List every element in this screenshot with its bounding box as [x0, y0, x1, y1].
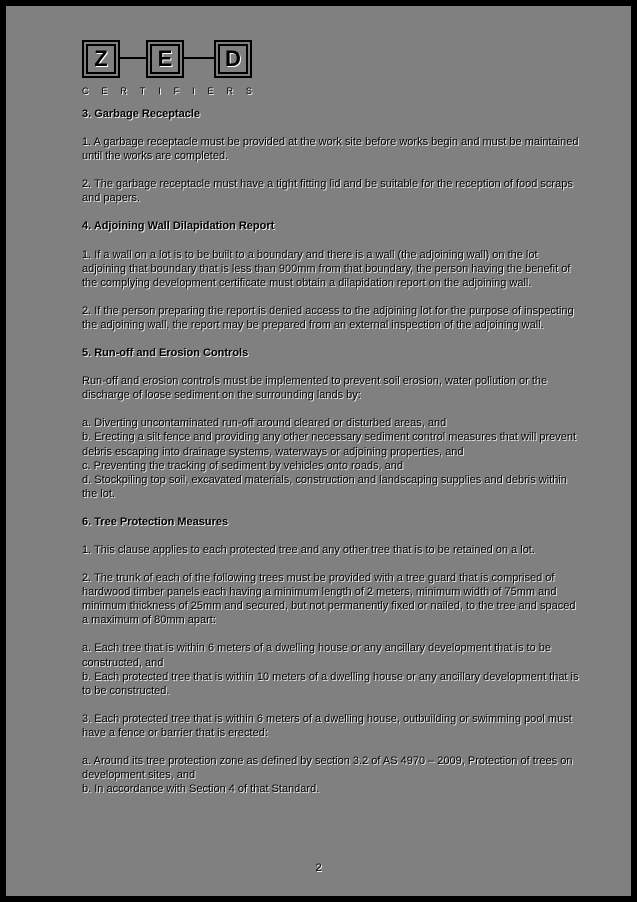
list-item: a. Each tree that is within 6 meters of a dwelling house or any ancillary development that is to be constructed, and: [82, 642, 551, 669]
logo-subtitle-letter: I: [158, 86, 161, 96]
logo-subtitle-letter: T: [139, 86, 146, 96]
logo-letter: Z: [94, 46, 108, 71]
paragraph: 1. This clause applies to each protected tree and any other tree that is to be retained on a lot.: [82, 543, 535, 556]
paragraph: 2. If the person preparing the report is denied access to the adjoining lot for the purpose of inspecting the adjoining wall, the report may be prepared from an external inspection of the adjoining wall.: [82, 304, 574, 331]
paragraph: 2. The garbage receptacle must have a tight fitting lid and be suitable for the reception of food scraps and papers.: [82, 178, 573, 205]
logo-box-z: [82, 40, 120, 78]
logo-subtitle-letter: E: [101, 86, 108, 96]
section-heading: 4. Adjoining Wall Dilapidation Report: [82, 220, 275, 233]
logo-letter: E: [157, 46, 173, 71]
logo-box-d: [214, 40, 252, 78]
paragraph: 3. Each protected tree that is within 6 meters of a dwelling house, outbuilding or swimming pool must have a fence or barrier that is erected:: [82, 712, 572, 739]
paragraph: 1. A garbage receptacle must be provided at the work site before works begin and must be maintained until the works are completed.: [82, 136, 579, 163]
zed-certifiers-logo: [82, 40, 252, 100]
list-item: a. Around its tree protection zone as defined by section 3.2 of AS 4970 – 2009, Protection of trees on development sites, and: [82, 755, 573, 782]
list-item: b. In accordance with Section 4 of that Standard.: [82, 783, 320, 796]
list-item: b. Erecting a silt fence and providing any other necessary sediment control measures that will prevent debris escaping into drainage systems, waterways or adjoining properties, and: [82, 431, 577, 458]
document-body: [82, 107, 582, 796]
logo-subtitle-letter: F: [173, 86, 180, 96]
paragraph: 2. The trunk of each of the following trees must be provided with a tree guard that is comprised of hardwood timber panels each having a minimum length of 2 meters, minimum width of 75mm and minimum thickness of 25mm and secured, but not permanently fixed or nailed, to the tree and spaced a maximum of 80mm apart:: [82, 572, 576, 627]
logo-connector: [120, 57, 146, 59]
logo-box-e: [146, 40, 184, 78]
list-item: b. Each protected tree that is within 10 meters of a dwelling house or any ancillary development that is to be constructed.: [82, 670, 579, 697]
page-number: 2: [315, 862, 322, 874]
logo-letter: D: [225, 46, 241, 71]
list-item: c. Preventing the tracking of sediment by vehicles onto roads, and: [82, 459, 404, 472]
paragraph: Run-off and erosion controls must be implemented to prevent soil erosion, water pollution or the discharge of loose sediment on the surrounding lands by:: [82, 375, 548, 402]
logo-subtitle-letter: E: [207, 86, 214, 96]
logo-subtitle-letter: R: [120, 86, 127, 96]
paragraph: 1. If a wall on a lot is to be built to a boundary and there is a wall (the adjoining wall) on the lot adjoining that boundary that is less than 900mm from that boundary, the person having the benefit of the complying development certificate must obtain a dilapidation report on the adjoining wall.: [82, 248, 571, 289]
logo-subtitle-letter: I: [192, 86, 195, 96]
logo-connector: [184, 57, 214, 59]
section-heading: 6. Tree Protection Measures: [82, 515, 229, 528]
list-item: a. Diverting uncontaminated run-off around cleared or disturbed areas, and: [82, 417, 447, 430]
logo-subtitle-letter: R: [226, 86, 233, 96]
logo-subtitle: [82, 86, 252, 96]
logo-subtitle-letter: C: [82, 86, 89, 96]
document-page: [6, 6, 631, 896]
logo-subtitle-letter: S: [245, 86, 252, 96]
list-item: d. Stockpiling top soil, excavated materials, construction and landscaping supplies and debris within the lot.: [82, 473, 567, 500]
section-heading: 3. Garbage Receptacle: [82, 108, 201, 120]
section-heading: 5. Run-off and Erosion Controls: [82, 347, 249, 360]
